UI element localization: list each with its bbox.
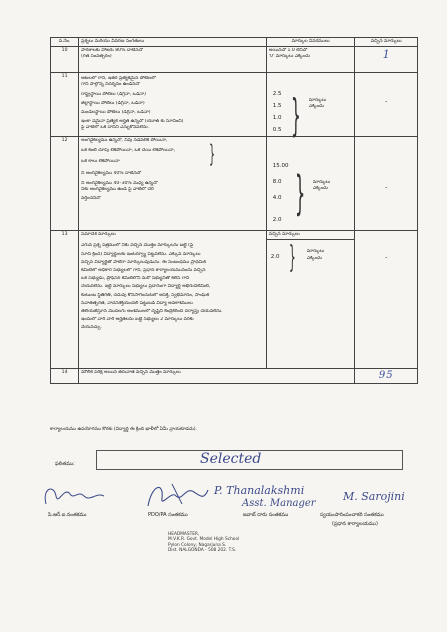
row-text: పాఠశాలకు హాజరు 80% దాటినచో (81, 48, 143, 54)
row-text: ఒక కాలు లేకపోయినా (81, 158, 120, 164)
row-number: 14 (51, 369, 79, 384)
row-text: వర్తించనిచో (81, 196, 101, 202)
header-marks-detail: మార్కుల వివరములు (266, 38, 355, 47)
row-text: సేవాతత్పరత, వాదనశక్తియందలి పెట్టుబడి విద్యా అవకాశములు (81, 300, 193, 306)
heading-marks-label: వచ్చిన మార్కులు (268, 232, 300, 238)
handwritten-mark: - (385, 98, 388, 106)
handwritten-mark: 1 (382, 48, 390, 62)
mark-value: 0.5 (272, 127, 282, 134)
row-heading: సమాచేశ మార్కులు (81, 232, 116, 238)
row-text: నీ అంగవైకల్యము 40% దాటినచో (81, 170, 142, 176)
marks-label: మార్కులు (308, 98, 327, 104)
row-text: కమిటీలో అధికార సభ్యులలో గానీ, ప్రధాన కార్యాలయమునందు వచ్చిన (81, 267, 206, 273)
signature-sublabel: (ప్రధాన కార్యాలయము) (332, 521, 378, 527)
header-questions: ప్రశ్నలు మరియు వివరణ సంగతులు (79, 38, 267, 47)
marks-label: మార్కులు (306, 249, 325, 255)
signature-2-scribble (142, 480, 212, 510)
handwritten-mark: - (385, 254, 388, 262)
marks-label: ఎక్కించు (306, 255, 322, 261)
row-text: రాష్ట్రస్థాయి పోటీలు (డిగ్రీనా, ఒడినా) (81, 91, 146, 97)
table-header-row (51, 38, 418, 47)
row-question (79, 47, 267, 73)
header-marks-obtained: వచ్చిన మార్కులు (355, 38, 418, 47)
table-row (51, 231, 418, 369)
row-text: తెలియజేస్తూన మొదలగు అంశములలో దృష్టిని కేంద్రీకరించి దర్యాప్తు చేయవలెను. (81, 308, 223, 314)
row-text: ఒక సభ్యుడు, ప్రొఫెసర్ కమిటీలోని మరో సభ్యునితో కలిసి గానీ (81, 276, 190, 282)
row-text: మౌలిక పరీక్ష అయిన తరువాత వచ్చిన మొత్తం మార్కులు (81, 370, 181, 376)
office-use-note: కార్యాలయము ఉపయోగము కొరకు (విద్యార్థి ఈ క్రింది ఖాళీలో ఏమీ వ్రాయకూడదు). (50, 427, 198, 432)
row-text: పై వాటిలో ఒక దానిని ఎన్నుకొనవలెను. (81, 125, 150, 131)
row-obtained (355, 137, 418, 231)
row-text: జిల్లాస్థాయి పోటీలు (డిగ్రీనా, ఒడినా) (81, 100, 145, 106)
row-marks (266, 73, 355, 142)
stamp-line: Pylon Colony, Nagarjuna S. (168, 542, 227, 548)
row-number: 11 (51, 73, 79, 137)
row-text: వేయవచ్చు. (81, 325, 102, 331)
stamp-line: HEADMASTER, (168, 532, 200, 537)
brace-icon: } (288, 240, 296, 276)
row-marks-text: '0' మార్కులు ఎక్కించు (268, 54, 310, 60)
row-text: చేయవలెను. ఇట్టి మార్కులు సభ్యులు ప్రదానంగా విద్యార్థి అభిరుచిలేమిటి, (81, 284, 211, 290)
row-question (79, 137, 267, 231)
signature-label: జవాబ్ దారు సంతకము (243, 512, 289, 518)
row-marks-heading (267, 231, 355, 240)
stamp-line: Dist. NALGONDA - 508 202. T.S. (168, 548, 237, 554)
row-obtained (355, 369, 418, 384)
brace-icon: } (294, 166, 306, 221)
mark-value: 1.5 (272, 103, 282, 110)
row-text: ఇంకా ఏమైనా ప్రత్యేక అర్హత ఉన్నచో (యూత్ కు సూచించి) (81, 119, 184, 125)
signature-3-name: P. Thanalakshmi (214, 484, 305, 497)
mark-value: 4.0 (272, 195, 282, 202)
stamp-line: M.V.K.R. Govt. Model High School (168, 537, 240, 543)
row-text: ఆటలలో గానీ, ఇతర ప్రత్యేకమైన పోటీలలో (81, 76, 157, 82)
mark-value: 2.0 (272, 217, 282, 224)
table-row (51, 47, 418, 73)
row-text: కుటుంబ స్థితిగతి, చదువు కొనసాగించుటలో ఆసక్తి, స్వభిమానం, సాంఘిక (81, 292, 210, 298)
handwritten-mark: - (385, 184, 388, 192)
row-marks (266, 137, 355, 231)
header-serial: వ.నెం. (51, 38, 79, 47)
row-question (79, 73, 267, 137)
brace-icon: } (209, 140, 216, 169)
row-text: నీ అంగవైకల్యము 40–30% మధ్య ఉన్నచో (81, 180, 158, 186)
handwritten-total: 95 (378, 370, 394, 382)
marks-label: మార్కులు (312, 180, 331, 186)
row-obtained (355, 73, 418, 137)
signature-3-title: Asst. Manager (242, 498, 316, 509)
mark-value: 2.5 (272, 91, 282, 98)
marks-label: ఎక్కించు (312, 186, 328, 192)
mark-value: 15.00 (272, 163, 289, 170)
row-text: (గత సంవత్సరం) (81, 54, 112, 60)
row-marks (266, 231, 355, 369)
result-box (96, 450, 403, 470)
row-text: సూచి క్రింద) విద్యార్థులకు ఇంటర్వ్యూ పెట్టవలెను. ఎక్కువ మార్కులు (81, 251, 201, 257)
row-text: నీకు అంగవైకల్యము ఉండి పై వాటిలో చేరి (81, 187, 154, 193)
mark-value: 1.0 (272, 115, 282, 122)
table-row (51, 73, 418, 137)
row-number: 10 (51, 47, 79, 73)
row-question (79, 369, 355, 384)
result-value: Selected (200, 451, 262, 467)
brace-icon: } (290, 90, 301, 142)
result-label: ఫలితము: (55, 461, 75, 467)
signature-1-scribble (38, 482, 113, 510)
row-text: ఒక కంటి చూపు లేకపోయినా, ఒక చేయి లేకపోయినా, (81, 148, 176, 154)
row-obtained (355, 231, 418, 369)
mark-value: 2.0 (270, 254, 280, 261)
row-marks-text: అయినచో 1.0 లేనిచో (268, 48, 308, 54)
signature-label: పి.ఆర్.ఐ.నంతకము (48, 512, 87, 518)
mark-value: 8.0 (272, 179, 282, 186)
row-number: 13 (51, 231, 79, 369)
row-text: ఇందులో వారి వారి అర్హతలను బట్టి సభ్యులు 2 మార్కులు వరకు (81, 317, 194, 323)
signature-label: స్వయంపారింపంచాకరి సంతకము (320, 512, 384, 518)
row-text: అంగవైకల్యము ఉన్నచో, నీవు నడవలేక పోయినా, (81, 138, 168, 144)
row-marks (266, 47, 355, 73)
row-text: గానీ పాల్గొన్న నిదర్శనం ఉండినచో (81, 82, 140, 88)
headmaster-stamp (168, 532, 239, 553)
signature-4-name: M. Sarojini (343, 490, 405, 503)
row-obtained (355, 47, 418, 73)
row-text: ఎగువ ప్రశ్న పత్రములో నీకు వచ్చిన మొత్తం మార్కులను బట్టి (పై (81, 243, 194, 249)
row-question (79, 231, 267, 369)
table-row (51, 137, 418, 231)
marks-label: ఎక్కించు (308, 104, 324, 110)
evaluation-table (50, 37, 418, 384)
row-number: 12 (51, 137, 79, 231)
signature-label: PDO/PA సంతకము (148, 512, 188, 518)
table-row (51, 369, 418, 384)
row-text: మండలస్థాయి పోటీలు (డిగ్రీనా, ఒడినా) (81, 109, 151, 115)
row-text: వచ్చిన విద్యార్థితో పాటిగా మార్కులువుడును. ఈ సంబంధము ప్రాథమిక (81, 259, 206, 265)
